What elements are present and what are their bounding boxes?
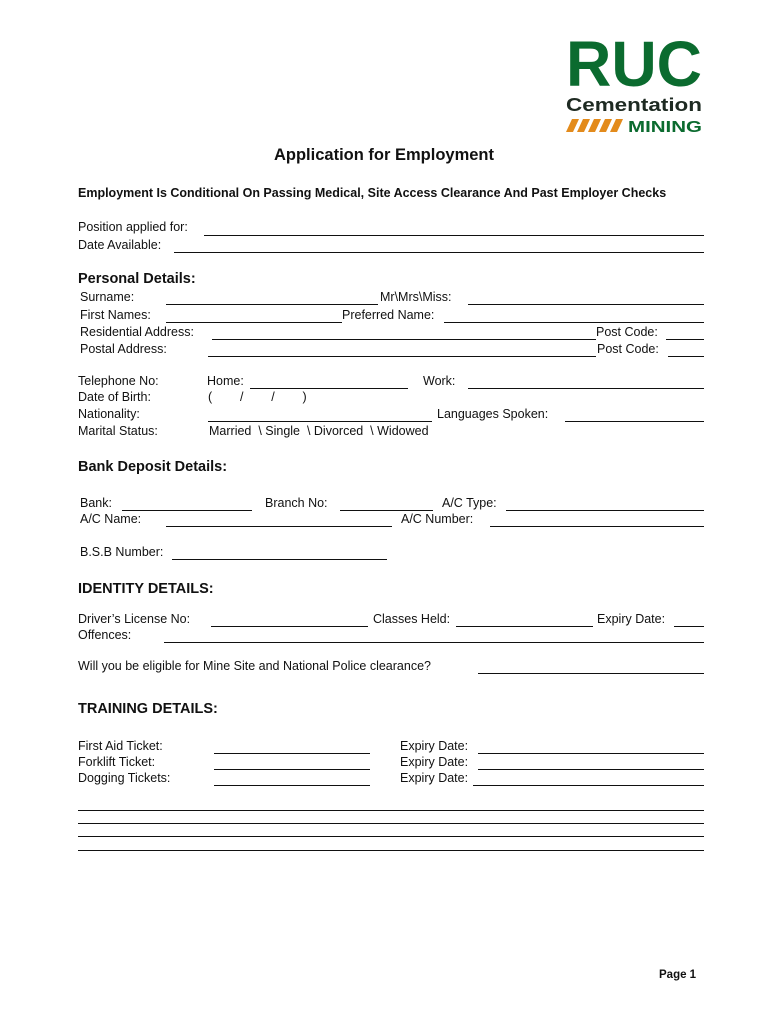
dogging-label: Dogging Tickets:	[78, 771, 171, 785]
date-of-birth-field[interactable]: ( / / )	[208, 390, 307, 404]
preferred-name-label: Preferred Name:	[342, 308, 435, 322]
dogging-expiry-label: Expiry Date:	[400, 771, 469, 785]
logo-line2: MINING	[628, 119, 702, 136]
branch-no-field[interactable]	[340, 510, 433, 511]
ac-number-label: A/C Number:	[401, 512, 474, 526]
marital-status-options[interactable]: Married \ Single \ Divorced \ Widowed	[209, 424, 429, 438]
date-available-label: Date Available:	[78, 238, 162, 252]
bank-details-heading: Bank Deposit Details:	[78, 459, 228, 475]
license-expiry-field[interactable]	[674, 626, 704, 627]
offences-label: Offences:	[78, 628, 132, 642]
post-code-label-1: Post Code:	[596, 325, 658, 339]
logo-line1: Cementation	[566, 95, 702, 115]
languages-spoken-label: Languages Spoken:	[437, 407, 549, 421]
work-phone-label: Work:	[423, 374, 456, 388]
ac-type-field[interactable]	[506, 510, 704, 511]
surname-label: Surname:	[80, 290, 135, 304]
date-available-field[interactable]	[174, 252, 704, 253]
post-code-label-2: Post Code:	[597, 342, 659, 356]
position-applied-field[interactable]	[204, 235, 704, 236]
notes-line-1[interactable]	[78, 810, 704, 811]
position-applied-label: Position applied for:	[78, 220, 188, 234]
date-of-birth-label: Date of Birth:	[78, 390, 151, 404]
forklift-field[interactable]	[214, 769, 370, 770]
forklift-expiry-field[interactable]	[478, 769, 704, 770]
notes-line-2[interactable]	[78, 823, 704, 824]
page-number: Page 1	[659, 969, 697, 981]
first-aid-field[interactable]	[214, 753, 370, 754]
bank-label: Bank:	[80, 496, 112, 510]
nationality-field[interactable]	[208, 421, 432, 422]
ac-type-label: A/C Type:	[442, 496, 497, 510]
identity-details-heading: IDENTITY DETAILS:	[78, 581, 214, 597]
notes-line-3[interactable]	[78, 836, 704, 837]
ac-name-label: A/C Name:	[80, 512, 142, 526]
clearance-question: Will you be eligible for Mine Site and National Police clearance?	[78, 659, 431, 673]
post-code-field-2[interactable]	[668, 356, 704, 357]
clearance-answer-field[interactable]	[478, 673, 704, 674]
title-label: Mr\Mrs\Miss:	[380, 290, 452, 304]
telephone-label: Telephone No:	[78, 374, 159, 388]
postal-address-field[interactable]	[208, 356, 596, 357]
surname-field[interactable]	[166, 304, 378, 305]
dogging-expiry-field[interactable]	[473, 785, 704, 786]
bank-field[interactable]	[122, 510, 252, 511]
first-aid-expiry-label: Expiry Date:	[400, 739, 469, 753]
classes-held-field[interactable]	[456, 626, 593, 627]
personal-details-heading: Personal Details:	[78, 271, 196, 287]
license-expiry-label: Expiry Date:	[597, 612, 666, 626]
languages-spoken-field[interactable]	[565, 421, 704, 422]
marital-status-label: Marital Status:	[78, 424, 158, 438]
nationality-label: Nationality:	[78, 407, 140, 421]
training-details-heading: TRAINING DETAILS:	[78, 701, 218, 717]
first-names-field[interactable]	[166, 322, 342, 323]
ruc-cementation-mining-logo	[566, 32, 706, 136]
page-title: Application for Employment	[273, 146, 494, 164]
forklift-label: Forklift Ticket:	[78, 755, 156, 769]
home-phone-label: Home:	[207, 374, 244, 388]
forklift-expiry-label: Expiry Date:	[400, 755, 469, 769]
logo-stripes-icon	[566, 119, 623, 132]
first-names-label: First Names:	[80, 308, 151, 322]
title-field[interactable]	[468, 304, 704, 305]
work-phone-field[interactable]	[468, 388, 704, 389]
bsb-number-label: B.S.B Number:	[80, 545, 164, 559]
branch-no-label: Branch No:	[265, 496, 328, 510]
first-aid-expiry-field[interactable]	[478, 753, 704, 754]
preferred-name-field[interactable]	[444, 322, 704, 323]
logo-brand: RUC	[566, 32, 702, 100]
drivers-license-field[interactable]	[211, 626, 368, 627]
postal-address-label: Postal Address:	[80, 342, 167, 356]
offences-field[interactable]	[164, 642, 704, 643]
drivers-license-label: Driver’s License No:	[78, 612, 191, 626]
ac-name-field[interactable]	[166, 526, 392, 527]
bsb-number-field[interactable]	[172, 559, 387, 560]
residential-address-label: Residential Address:	[80, 325, 194, 339]
page-subtitle: Employment Is Conditional On Passing Medical, Site Access Clearance And Past Employer Checks	[78, 186, 667, 200]
home-phone-field[interactable]	[250, 388, 408, 389]
residential-address-field[interactable]	[212, 339, 596, 340]
classes-held-label: Classes Held:	[373, 612, 451, 626]
post-code-field-1[interactable]	[666, 339, 704, 340]
first-aid-label: First Aid Ticket:	[78, 739, 163, 753]
dogging-field[interactable]	[214, 785, 370, 786]
ac-number-field[interactable]	[490, 526, 704, 527]
notes-line-4[interactable]	[78, 850, 704, 851]
